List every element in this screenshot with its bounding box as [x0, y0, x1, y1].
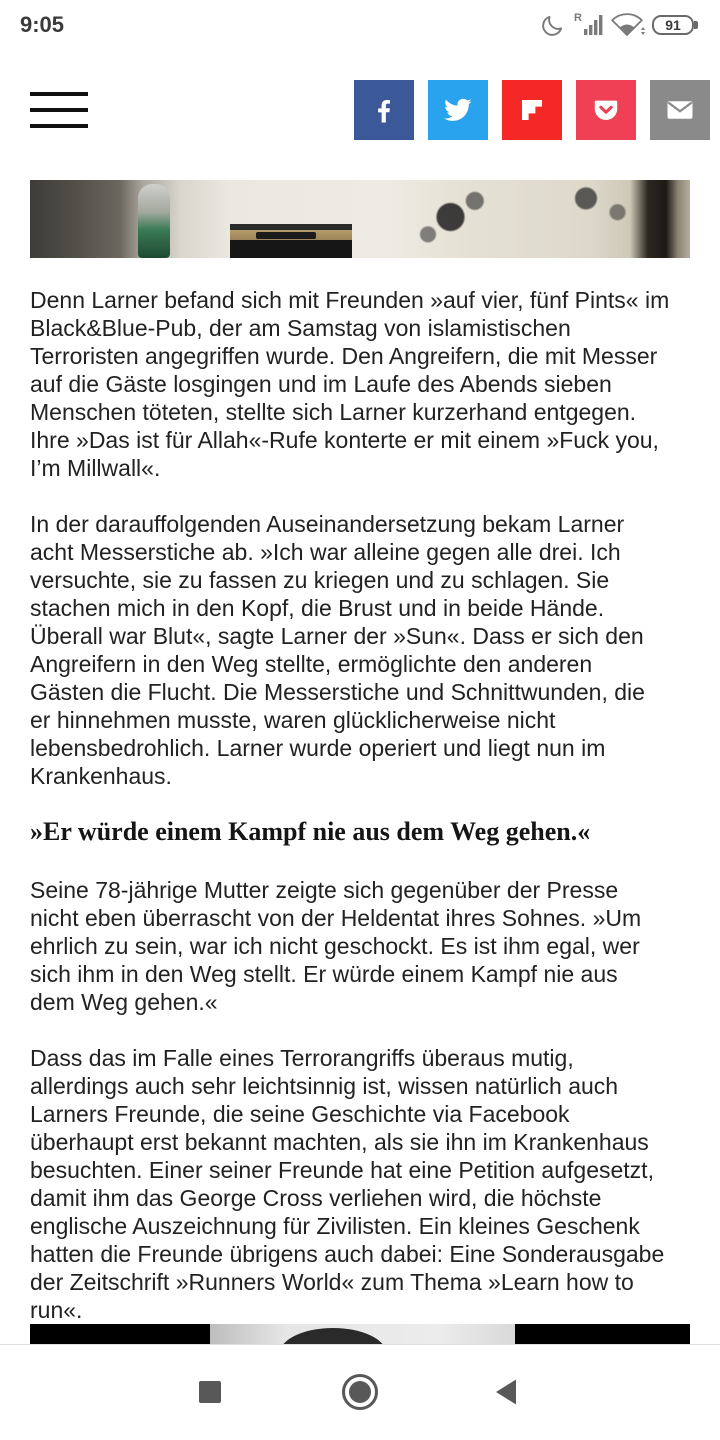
photo-shirt-print	[550, 180, 640, 226]
home-icon	[342, 1374, 378, 1410]
text-line: I’m Millwall«.	[30, 455, 161, 481]
text-line: Black&Blue-Pub, der am Samstag von islamistischen	[30, 315, 571, 341]
moon-icon	[540, 12, 566, 38]
recent-apps-button[interactable]	[180, 1362, 240, 1422]
text-line: Larners Freunde, die seine Geschichte via Facebook	[30, 1101, 570, 1127]
text-line: run«.	[30, 1297, 83, 1323]
menu-bar-middle	[30, 108, 88, 112]
article-bottom-photo	[30, 1324, 690, 1344]
article-paragraph	[30, 1044, 690, 1324]
email-icon	[665, 95, 695, 125]
text-line: allerdings auch sehr leichtsinnig ist, wissen natürlich auch	[30, 1073, 619, 1099]
pocket-icon	[591, 95, 621, 125]
photo-trophy-shape	[138, 184, 170, 258]
text-line: Gästen die Flucht. Die Messerstiche und Schnittwunden, die	[30, 679, 645, 705]
text-line: lebensbedrohlich. Larner wurde operiert und liegt nun im	[30, 735, 606, 761]
menu-button[interactable]	[26, 84, 92, 134]
text-line: dem Weg gehen.«	[30, 989, 218, 1015]
photo-box-label	[256, 232, 316, 239]
menu-bar-top	[30, 92, 88, 96]
roaming-indicator: R	[574, 12, 582, 24]
text-line: englische Auszeichnung für Zivilisten. Ein kleines Geschenk	[30, 1213, 640, 1239]
share-flipboard-button[interactable]	[502, 80, 562, 140]
share-email-button[interactable]	[650, 80, 710, 140]
text-line: Denn Larner befand sich mit Freunden »auf vier, fünf Pints« im	[30, 287, 670, 313]
home-button[interactable]	[330, 1362, 390, 1422]
wifi-icon	[610, 13, 646, 37]
back-icon	[494, 1378, 518, 1406]
article-body	[30, 286, 690, 1324]
text-line: Überall war Blut«, sagte Larner der »Sun«. Dass er sich den	[30, 623, 644, 649]
recent-apps-icon	[199, 1381, 221, 1403]
menu-bar-bottom	[30, 124, 88, 128]
text-line: der Zeitschrift »Runners World« zum Thema »Learn how to	[30, 1269, 634, 1295]
text-line: Seine 78-jährige Mutter zeigte sich gegenüber der Presse	[30, 877, 619, 903]
article-subheading: »Er würde einem Kampf nie aus dem Weg gehen.«	[30, 817, 591, 846]
text-line: Menschen töteten, stellte sich Larner kurzerhand entgegen.	[30, 399, 637, 425]
text-line: er hinnehmen musste, waren glücklicherweise nicht	[30, 707, 556, 733]
system-navigation-bar	[0, 1344, 720, 1440]
share-twitter-button[interactable]	[428, 80, 488, 140]
text-line: nicht eben überrascht von der Heldentat ihres Sohnes. »Um	[30, 905, 642, 931]
article-paragraph	[30, 286, 690, 482]
text-line: acht Messerstiche ab. »Ich war alleine gegen alle drei. Ich	[30, 539, 621, 565]
share-facebook-button[interactable]	[354, 80, 414, 140]
flipboard-icon	[517, 95, 547, 125]
status-bar	[0, 0, 720, 50]
article-paragraph	[30, 510, 690, 790]
share-pocket-button[interactable]	[576, 80, 636, 140]
text-line: versuchte, sie zu fassen zu kriegen und zu schlagen. Sie	[30, 567, 610, 593]
text-line: In der darauffolgenden Auseinandersetzung bekam Larner	[30, 511, 625, 537]
text-line: besuchten. Einer seiner Freunde hat eine Petition aufgesetzt,	[30, 1157, 654, 1183]
text-line: Krankenhaus.	[30, 763, 172, 789]
text-line: stachen mich in den Kopf, die Brust und in beide Hände.	[30, 595, 605, 621]
twitter-icon	[443, 95, 473, 125]
text-line: auf die Gäste losgingen und im Laufe des Abends sieben	[30, 371, 612, 397]
text-line: Terroristen angegriffen wurde. Den Angreifern, die mit Messer	[30, 343, 658, 369]
text-line: Dass das im Falle eines Terrorangriffs überaus mutig,	[30, 1045, 574, 1071]
battery-icon	[652, 15, 694, 35]
facebook-icon	[369, 95, 399, 125]
status-time: 9:05	[20, 12, 65, 37]
photo-shirt-print	[410, 186, 500, 248]
home-icon-dot	[349, 1381, 371, 1403]
battery-nub	[694, 21, 698, 29]
text-line: ehrlich zu sein, war ich nicht geschockt. Es ist ihm egal, wer	[30, 933, 640, 959]
text-line: Ihre »Das ist für Allah«-Rufe konterte er mit einem »Fuck you,	[30, 427, 659, 453]
text-line: hatten die Freunde übrigens auch dabei: Eine Sonderausgabe	[30, 1241, 665, 1267]
text-line: überhaupt erst bekannt machten, als sie ihn im Krankenhaus	[30, 1129, 649, 1155]
article-top-photo	[30, 180, 690, 258]
photo-box-shape	[230, 224, 352, 258]
article-paragraph	[30, 876, 690, 1016]
battery-level: 91	[665, 17, 681, 33]
text-line: sich ihm in den Weg stellt. Er würde einem Kampf nie aus	[30, 961, 618, 987]
back-button[interactable]	[476, 1362, 536, 1422]
text-line: Angreifern in den Weg stellte, ermöglichte den anderen	[30, 651, 593, 677]
text-line: damit ihm das George Cross verliehen wird, die höchste	[30, 1185, 602, 1211]
